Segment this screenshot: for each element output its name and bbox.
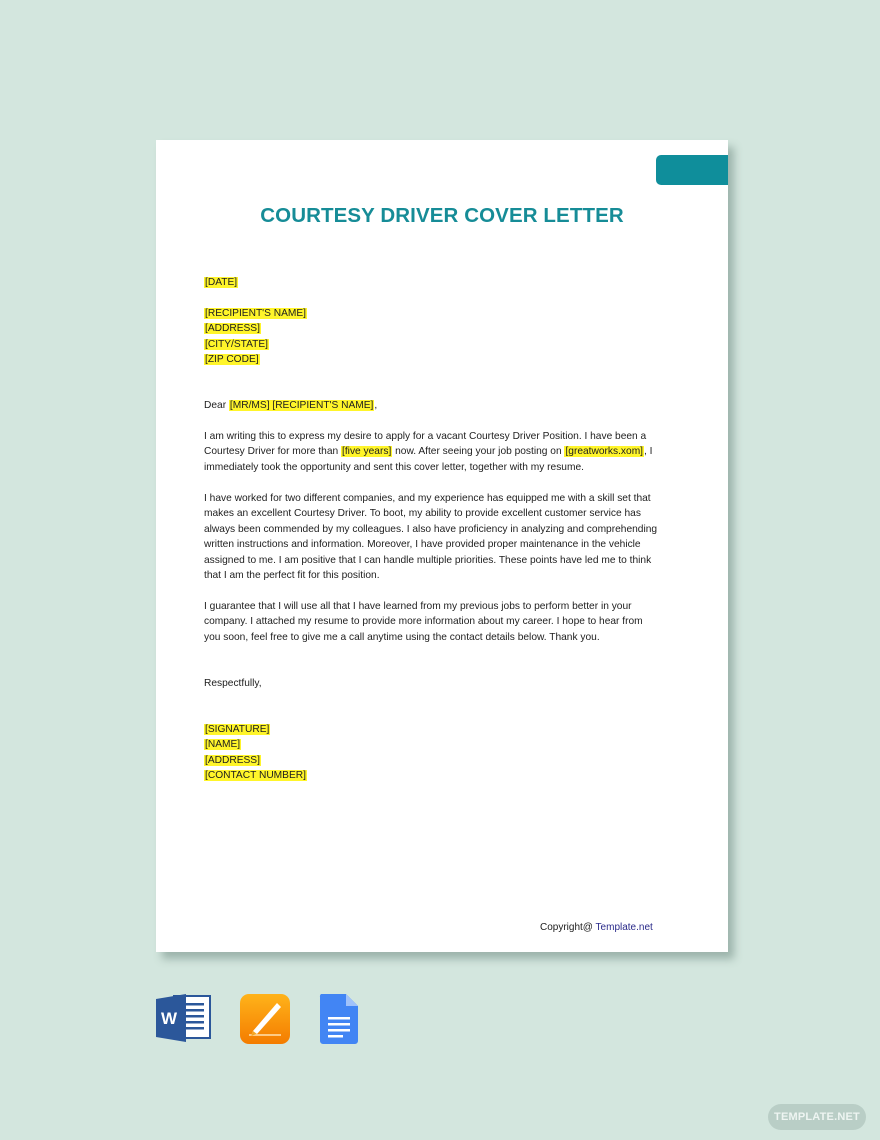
years-placeholder: [five years] <box>342 446 392 458</box>
recipient-block <box>204 306 664 368</box>
recipient-zip-placeholder: [ZIP CODE] <box>205 354 259 366</box>
paragraph-line: immediately took the opportunity and sent this cover letter, together with my resume. <box>204 461 584 473</box>
paragraph-line: company. I attached my resume to provide more information about my career. I hope to hear from <box>204 616 643 628</box>
contact-number-placeholder: [CONTACT NUMBER] <box>205 770 306 782</box>
paragraph-line: you soon, feel free to give me a call anytime using the contact details below. Thank you. <box>204 631 600 643</box>
copyright-text: Copyright@ <box>540 922 596 933</box>
paragraph-experience <box>204 491 664 583</box>
apple-pages-icon[interactable] <box>239 993 291 1050</box>
text-segment: , I <box>644 446 653 458</box>
signature-block <box>204 722 664 784</box>
paragraph-line: I have worked for two different companies, and my experience has equipped me with a skill set that <box>204 493 651 504</box>
text-segment: now. After seeing your job posting on <box>392 446 565 458</box>
recipient-name-placeholder: [RECIPIENT'S NAME] <box>205 308 307 319</box>
closing: Respectfully, <box>204 678 262 689</box>
signature-placeholder: [SIGNATURE] <box>205 724 270 735</box>
paragraph-line: makes an excellent Courtesy Driver. To boot, my ability to provide excellent customer service has <box>204 508 641 520</box>
paragraph-line <box>204 444 664 459</box>
microsoft-word-icon[interactable] <box>156 993 212 1048</box>
salutation-suffix: , <box>374 400 378 411</box>
address-placeholder: [ADDRESS] <box>205 754 260 766</box>
paragraph-line: written instructions and information. Moreover, I have provided proper maintenance in the vehicle <box>204 539 641 551</box>
paragraph-line: I guarantee that I will use all that I have learned from my previous jobs to perform better in your <box>204 601 632 612</box>
salutation-prefix: Dear <box>204 400 229 411</box>
template-net-link[interactable]: Template.net <box>595 922 653 933</box>
name-placeholder: [NAME] <box>205 739 241 751</box>
paragraph-closing <box>204 599 664 645</box>
paragraph-intro <box>204 429 664 475</box>
date-placeholder: [DATE] <box>205 277 238 288</box>
salutation-placeholder: [MR/MS] [RECIPIENT'S NAME] <box>229 400 374 411</box>
paragraph-line: I am writing this to express my desire to apply for a vacant Courtesy Driver Position. I have been a <box>204 431 647 442</box>
svg-text:W: W <box>160 1009 178 1028</box>
paragraph-line: that I am the perfect fit for this position. <box>204 570 380 582</box>
paragraph-line: assigned to me. I am positive that I can handle multiple priorities. These points have led me to think <box>204 554 652 566</box>
website-placeholder: [greatworks.xom] <box>565 446 644 458</box>
recipient-city-state-placeholder: [CITY/STATE] <box>205 338 269 350</box>
paragraph-line: always been commended by my colleagues. I also have proficiency in analyzing and comprehending <box>204 523 658 535</box>
decorative-tab <box>656 155 728 185</box>
text-segment: Courtesy Driver for more than <box>204 446 342 458</box>
document-page <box>156 140 728 952</box>
date-block <box>204 275 664 290</box>
google-docs-icon[interactable] <box>318 993 360 1050</box>
recipient-address-placeholder: [ADDRESS] <box>205 323 260 335</box>
document-title: COURTESY DRIVER COVER LETTER <box>260 204 624 227</box>
copyright-footer <box>540 922 653 933</box>
template-net-watermark: TEMPLATE.NET <box>768 1104 866 1130</box>
salutation <box>204 398 664 413</box>
